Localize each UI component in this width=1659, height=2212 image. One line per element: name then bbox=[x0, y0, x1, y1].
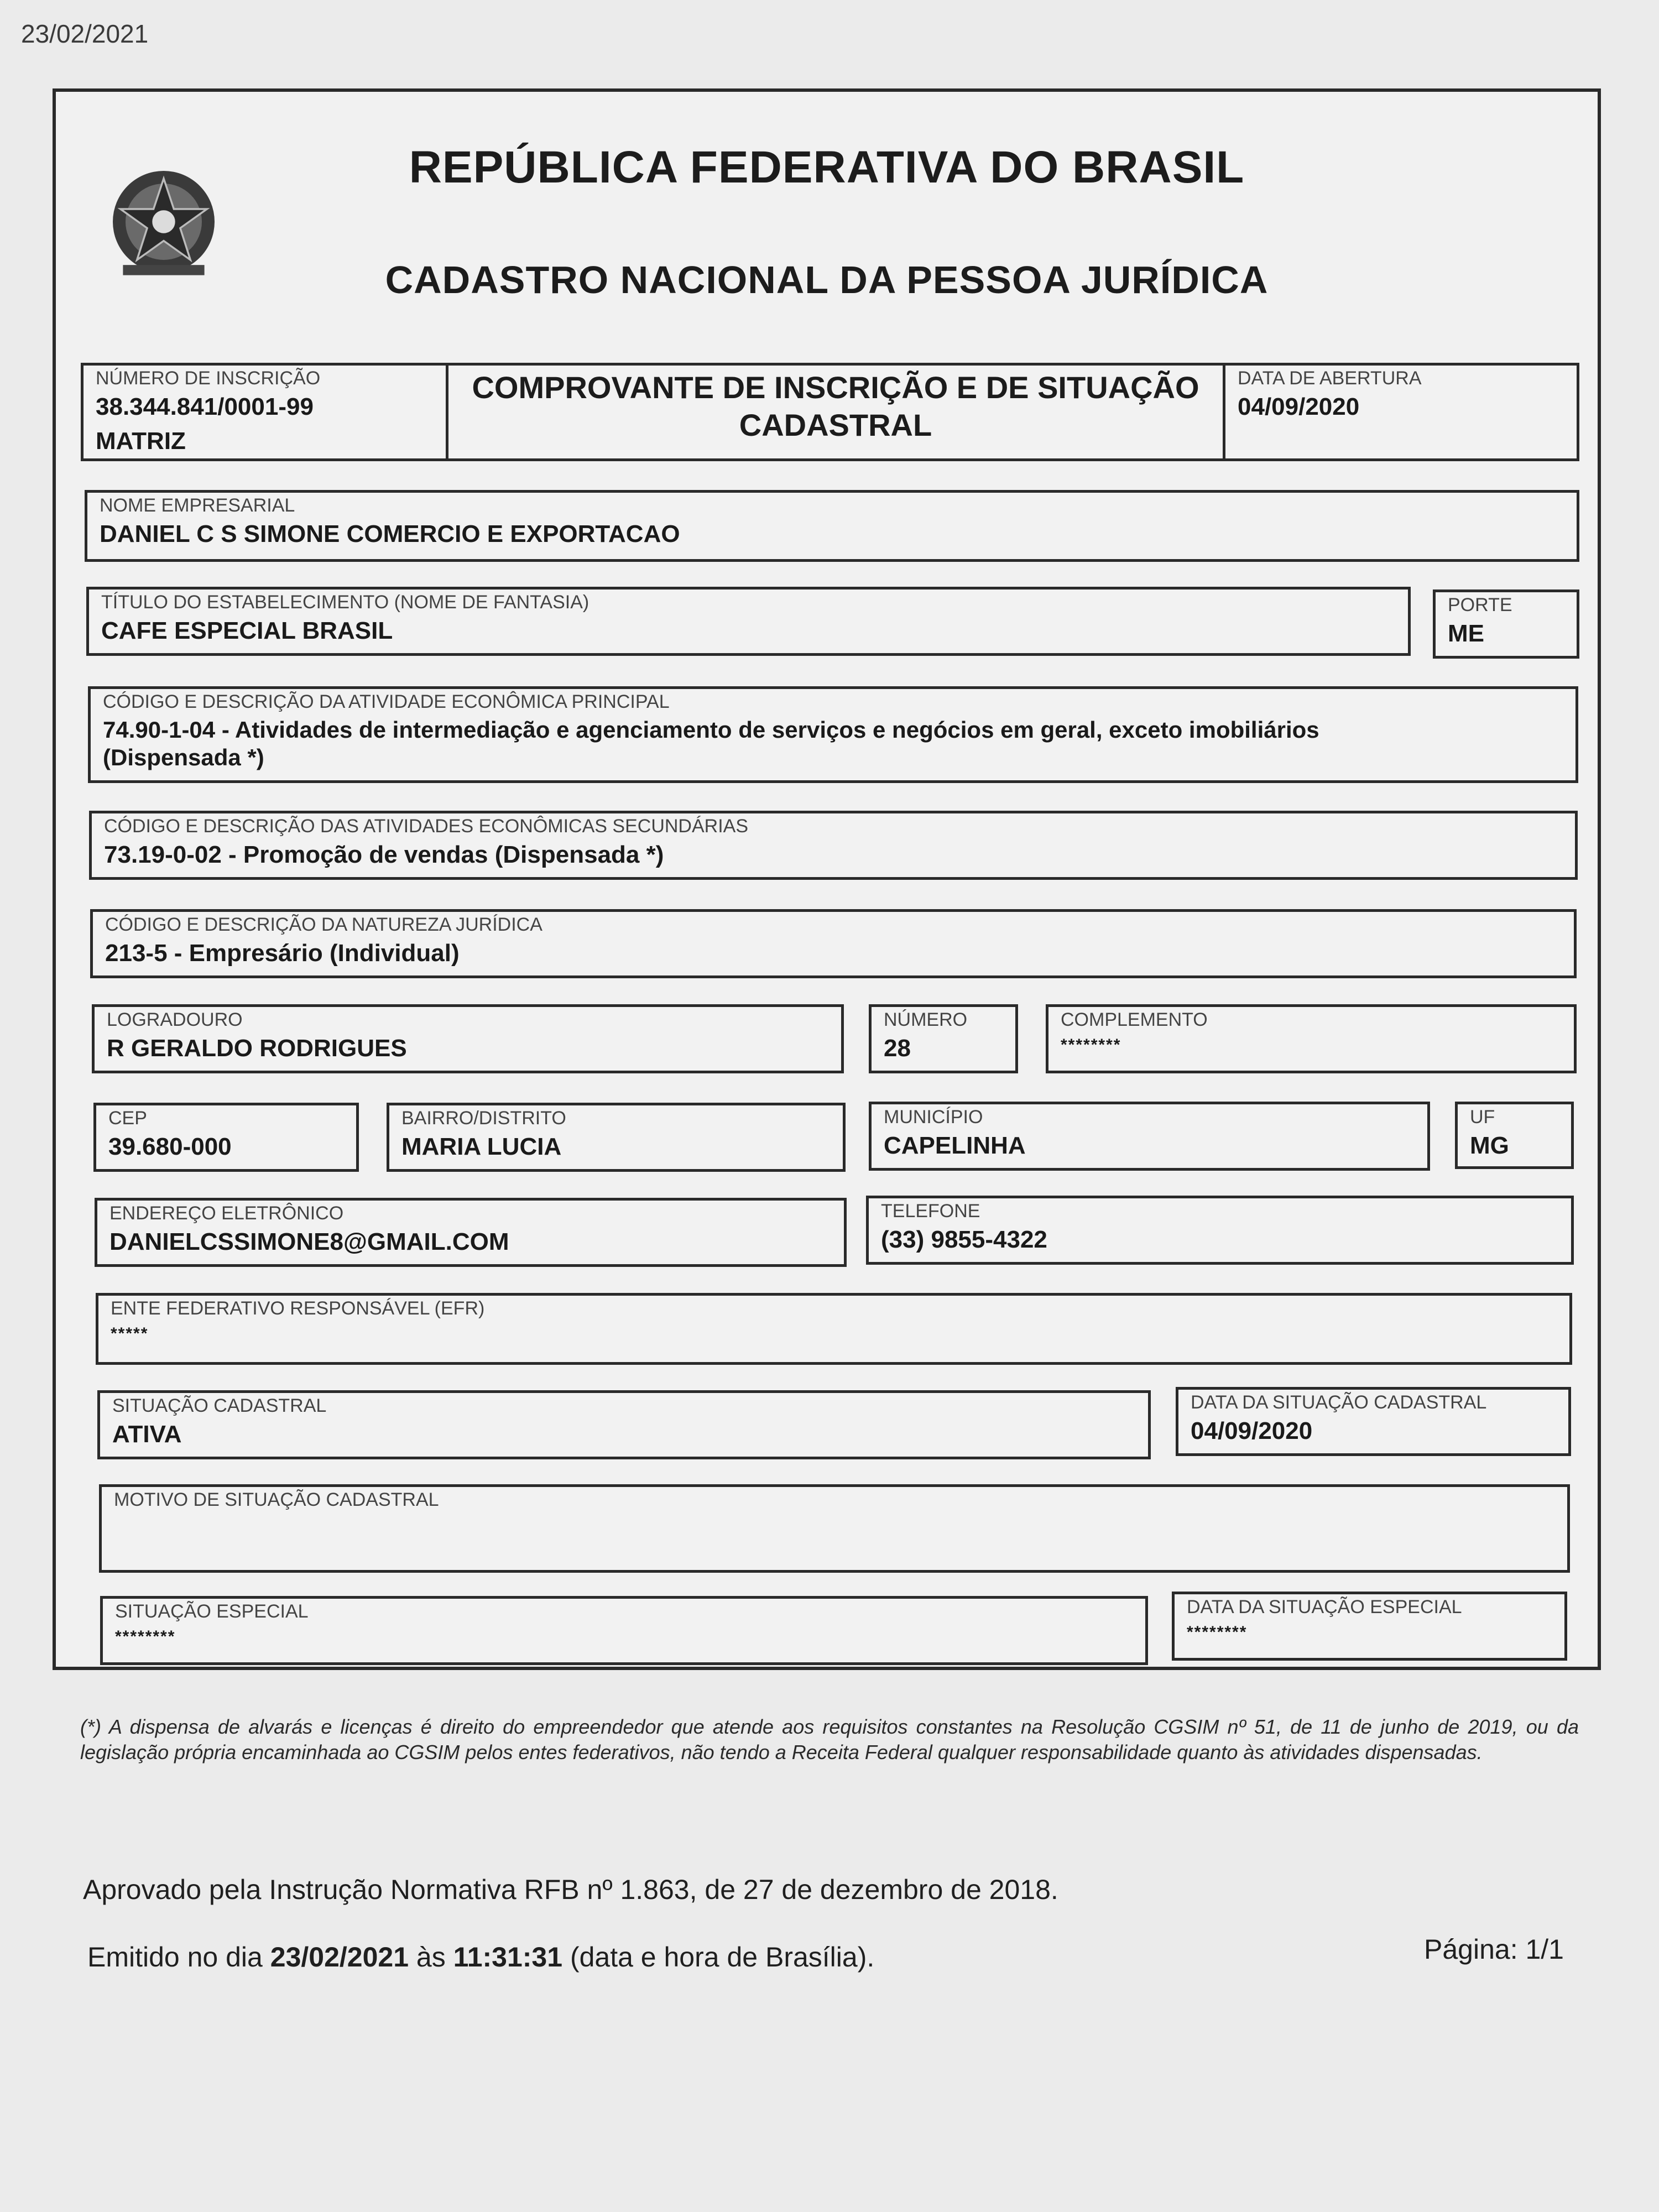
atividades-secundarias-label: CÓDIGO E DESCRIÇÃO DAS ATIVIDADES ECONÔMICAS SECUNDÁRIAS bbox=[104, 816, 749, 837]
situacao-especial-box bbox=[100, 1596, 1148, 1665]
emission-mid: às bbox=[416, 1942, 446, 1973]
complemento-box bbox=[1046, 1004, 1577, 1073]
comprovante-line1: COMPROVANTE DE INSCRIÇÃO E DE SITUAÇÃO bbox=[472, 370, 1199, 405]
nome-empresarial-box bbox=[85, 490, 1579, 562]
inscricao-number: 38.344.841/0001-99 bbox=[96, 393, 314, 420]
data-situacao-cadastral-box bbox=[1176, 1387, 1571, 1456]
natureza-juridica-box bbox=[90, 909, 1577, 978]
bairro-value: MARIA LUCIA bbox=[401, 1133, 562, 1160]
page-subtitle: CADASTRO NACIONAL DA PESSOA JURÍDICA bbox=[385, 258, 1269, 301]
cep-value: 39.680-000 bbox=[108, 1133, 232, 1160]
email-value: DANIELCSSIMONE8@GMAIL.COM bbox=[109, 1228, 509, 1255]
comprovante-title bbox=[448, 369, 1223, 444]
abertura-label: DATA DE ABERTURA bbox=[1238, 368, 1422, 389]
natureza-juridica-value: 213-5 - Empresário (Individual) bbox=[105, 940, 460, 967]
municipio-value: CAPELINHA bbox=[884, 1132, 1026, 1159]
cep-label: CEP bbox=[108, 1108, 147, 1129]
logradouro-label: LOGRADOURO bbox=[107, 1009, 243, 1030]
municipio-box bbox=[869, 1102, 1430, 1171]
page-number: Página: 1/1 bbox=[1424, 1934, 1564, 1965]
footnote: (*) A dispensa de alvarás e licenças é direito do empreendedor que atende aos requisitos constantes na Resolução CGSIM nº 51, de 11 de junho de 2019, ou da legislação própria encaminhada ao CGSIM pelos entes federativos, não tendo a Receita Federal qualquer responsabilidade quanto às atividades dispensadas. bbox=[80, 1715, 1579, 1764]
emission-time: 11:31:31 bbox=[453, 1942, 563, 1973]
atividade-principal-line1: 74.90-1-04 - Atividades de intermediação e agenciamento de serviços e negócios em geral, exceto imobiliários bbox=[103, 717, 1319, 743]
abertura-date: 04/09/2020 bbox=[1238, 393, 1360, 420]
motivo-situacao-label: MOTIVO DE SITUAÇÃO CADASTRAL bbox=[114, 1489, 439, 1510]
print-date: 23/02/2021 bbox=[21, 19, 149, 48]
situacao-cadastral-value: ATIVA bbox=[112, 1421, 182, 1448]
nome-empresarial-value: DANIEL C S SIMONE COMERCIO E EXPORTACAO bbox=[100, 520, 680, 547]
comprovante-box bbox=[446, 363, 1225, 461]
natureza-juridica-label: CÓDIGO E DESCRIÇÃO DA NATUREZA JURÍDICA bbox=[105, 914, 542, 935]
atividade-principal-box bbox=[88, 686, 1578, 783]
situacao-cadastral-box bbox=[97, 1390, 1151, 1459]
logradouro-box bbox=[92, 1004, 844, 1073]
titulo-estabelecimento-label: TÍTULO DO ESTABELECIMENTO (NOME DE FANTASIA) bbox=[101, 592, 589, 613]
telefone-value: (33) 9855-4322 bbox=[881, 1226, 1047, 1253]
uf-label: UF bbox=[1470, 1107, 1495, 1128]
inscricao-label: NÚMERO DE INSCRIÇÃO bbox=[96, 368, 321, 389]
telefone-box bbox=[866, 1196, 1574, 1265]
cnpj-document-frame bbox=[53, 88, 1601, 1670]
inscricao-tipo: MATRIZ bbox=[96, 427, 186, 455]
efr-label: ENTE FEDERATIVO RESPONSÁVEL (EFR) bbox=[111, 1298, 485, 1319]
emission-info bbox=[87, 1941, 874, 1973]
atividade-principal-label: CÓDIGO E DESCRIÇÃO DA ATIVIDADE ECONÔMICA PRINCIPAL bbox=[103, 691, 670, 712]
atividade-principal-line2: (Dispensada *) bbox=[103, 744, 264, 770]
uf-value: MG bbox=[1470, 1132, 1509, 1159]
uf-box bbox=[1455, 1102, 1574, 1169]
logradouro-value: R GERALDO RODRIGUES bbox=[107, 1035, 407, 1062]
atividades-secundarias-box bbox=[89, 811, 1578, 880]
data-situacao-especial-value: ******** bbox=[1187, 1623, 1248, 1641]
telefone-label: TELEFONE bbox=[881, 1201, 980, 1222]
numero-label: NÚMERO bbox=[884, 1009, 968, 1030]
data-situacao-especial-box bbox=[1172, 1592, 1567, 1661]
data-situacao-especial-label: DATA DA SITUAÇÃO ESPECIAL bbox=[1187, 1597, 1462, 1618]
municipio-label: MUNICÍPIO bbox=[884, 1107, 983, 1128]
situacao-especial-value: ******** bbox=[115, 1627, 176, 1646]
porte-box bbox=[1433, 589, 1579, 659]
abertura-box bbox=[1223, 363, 1579, 461]
bairro-box bbox=[387, 1103, 846, 1172]
nome-empresarial-label: NOME EMPRESARIAL bbox=[100, 495, 295, 516]
efr-box bbox=[96, 1293, 1572, 1365]
emission-suffix: (data e hora de Brasília). bbox=[570, 1942, 875, 1973]
bairro-label: BAIRRO/DISTRITO bbox=[401, 1108, 566, 1129]
comprovante-line2: CADASTRAL bbox=[739, 408, 932, 442]
complemento-label: COMPLEMENTO bbox=[1061, 1009, 1208, 1030]
inscricao-box bbox=[81, 363, 448, 461]
situacao-especial-label: SITUAÇÃO ESPECIAL bbox=[115, 1601, 309, 1622]
cep-box bbox=[93, 1103, 359, 1172]
porte-value: ME bbox=[1448, 620, 1484, 647]
page-title: REPÚBLICA FEDERATIVA DO BRASIL bbox=[409, 142, 1245, 192]
complemento-value: ******** bbox=[1061, 1036, 1121, 1054]
data-situacao-cadastral-label: DATA DA SITUAÇÃO CADASTRAL bbox=[1191, 1392, 1487, 1413]
emission-date: 23/02/2021 bbox=[270, 1942, 409, 1973]
porte-label: PORTE bbox=[1448, 594, 1512, 615]
efr-value: ***** bbox=[111, 1324, 149, 1343]
emission-prefix: Emitido no dia bbox=[87, 1942, 263, 1973]
email-box bbox=[95, 1198, 847, 1267]
atividades-secundarias-value: 73.19-0-02 - Promoção de vendas (Dispensada *) bbox=[104, 841, 664, 868]
data-situacao-cadastral-value: 04/09/2020 bbox=[1191, 1417, 1313, 1444]
situacao-cadastral-label: SITUAÇÃO CADASTRAL bbox=[112, 1395, 327, 1416]
motivo-situacao-box bbox=[99, 1484, 1570, 1573]
numero-value: 28 bbox=[884, 1035, 911, 1062]
approval-note: Aprovado pela Instrução Normativa RFB nº 1.863, de 27 de dezembro de 2018. bbox=[83, 1874, 1058, 1905]
titulo-estabelecimento-value: CAFE ESPECIAL BRASIL bbox=[101, 617, 393, 644]
numero-box bbox=[869, 1004, 1018, 1073]
email-label: ENDEREÇO ELETRÔNICO bbox=[109, 1203, 344, 1224]
titulo-estabelecimento-box bbox=[86, 587, 1411, 656]
